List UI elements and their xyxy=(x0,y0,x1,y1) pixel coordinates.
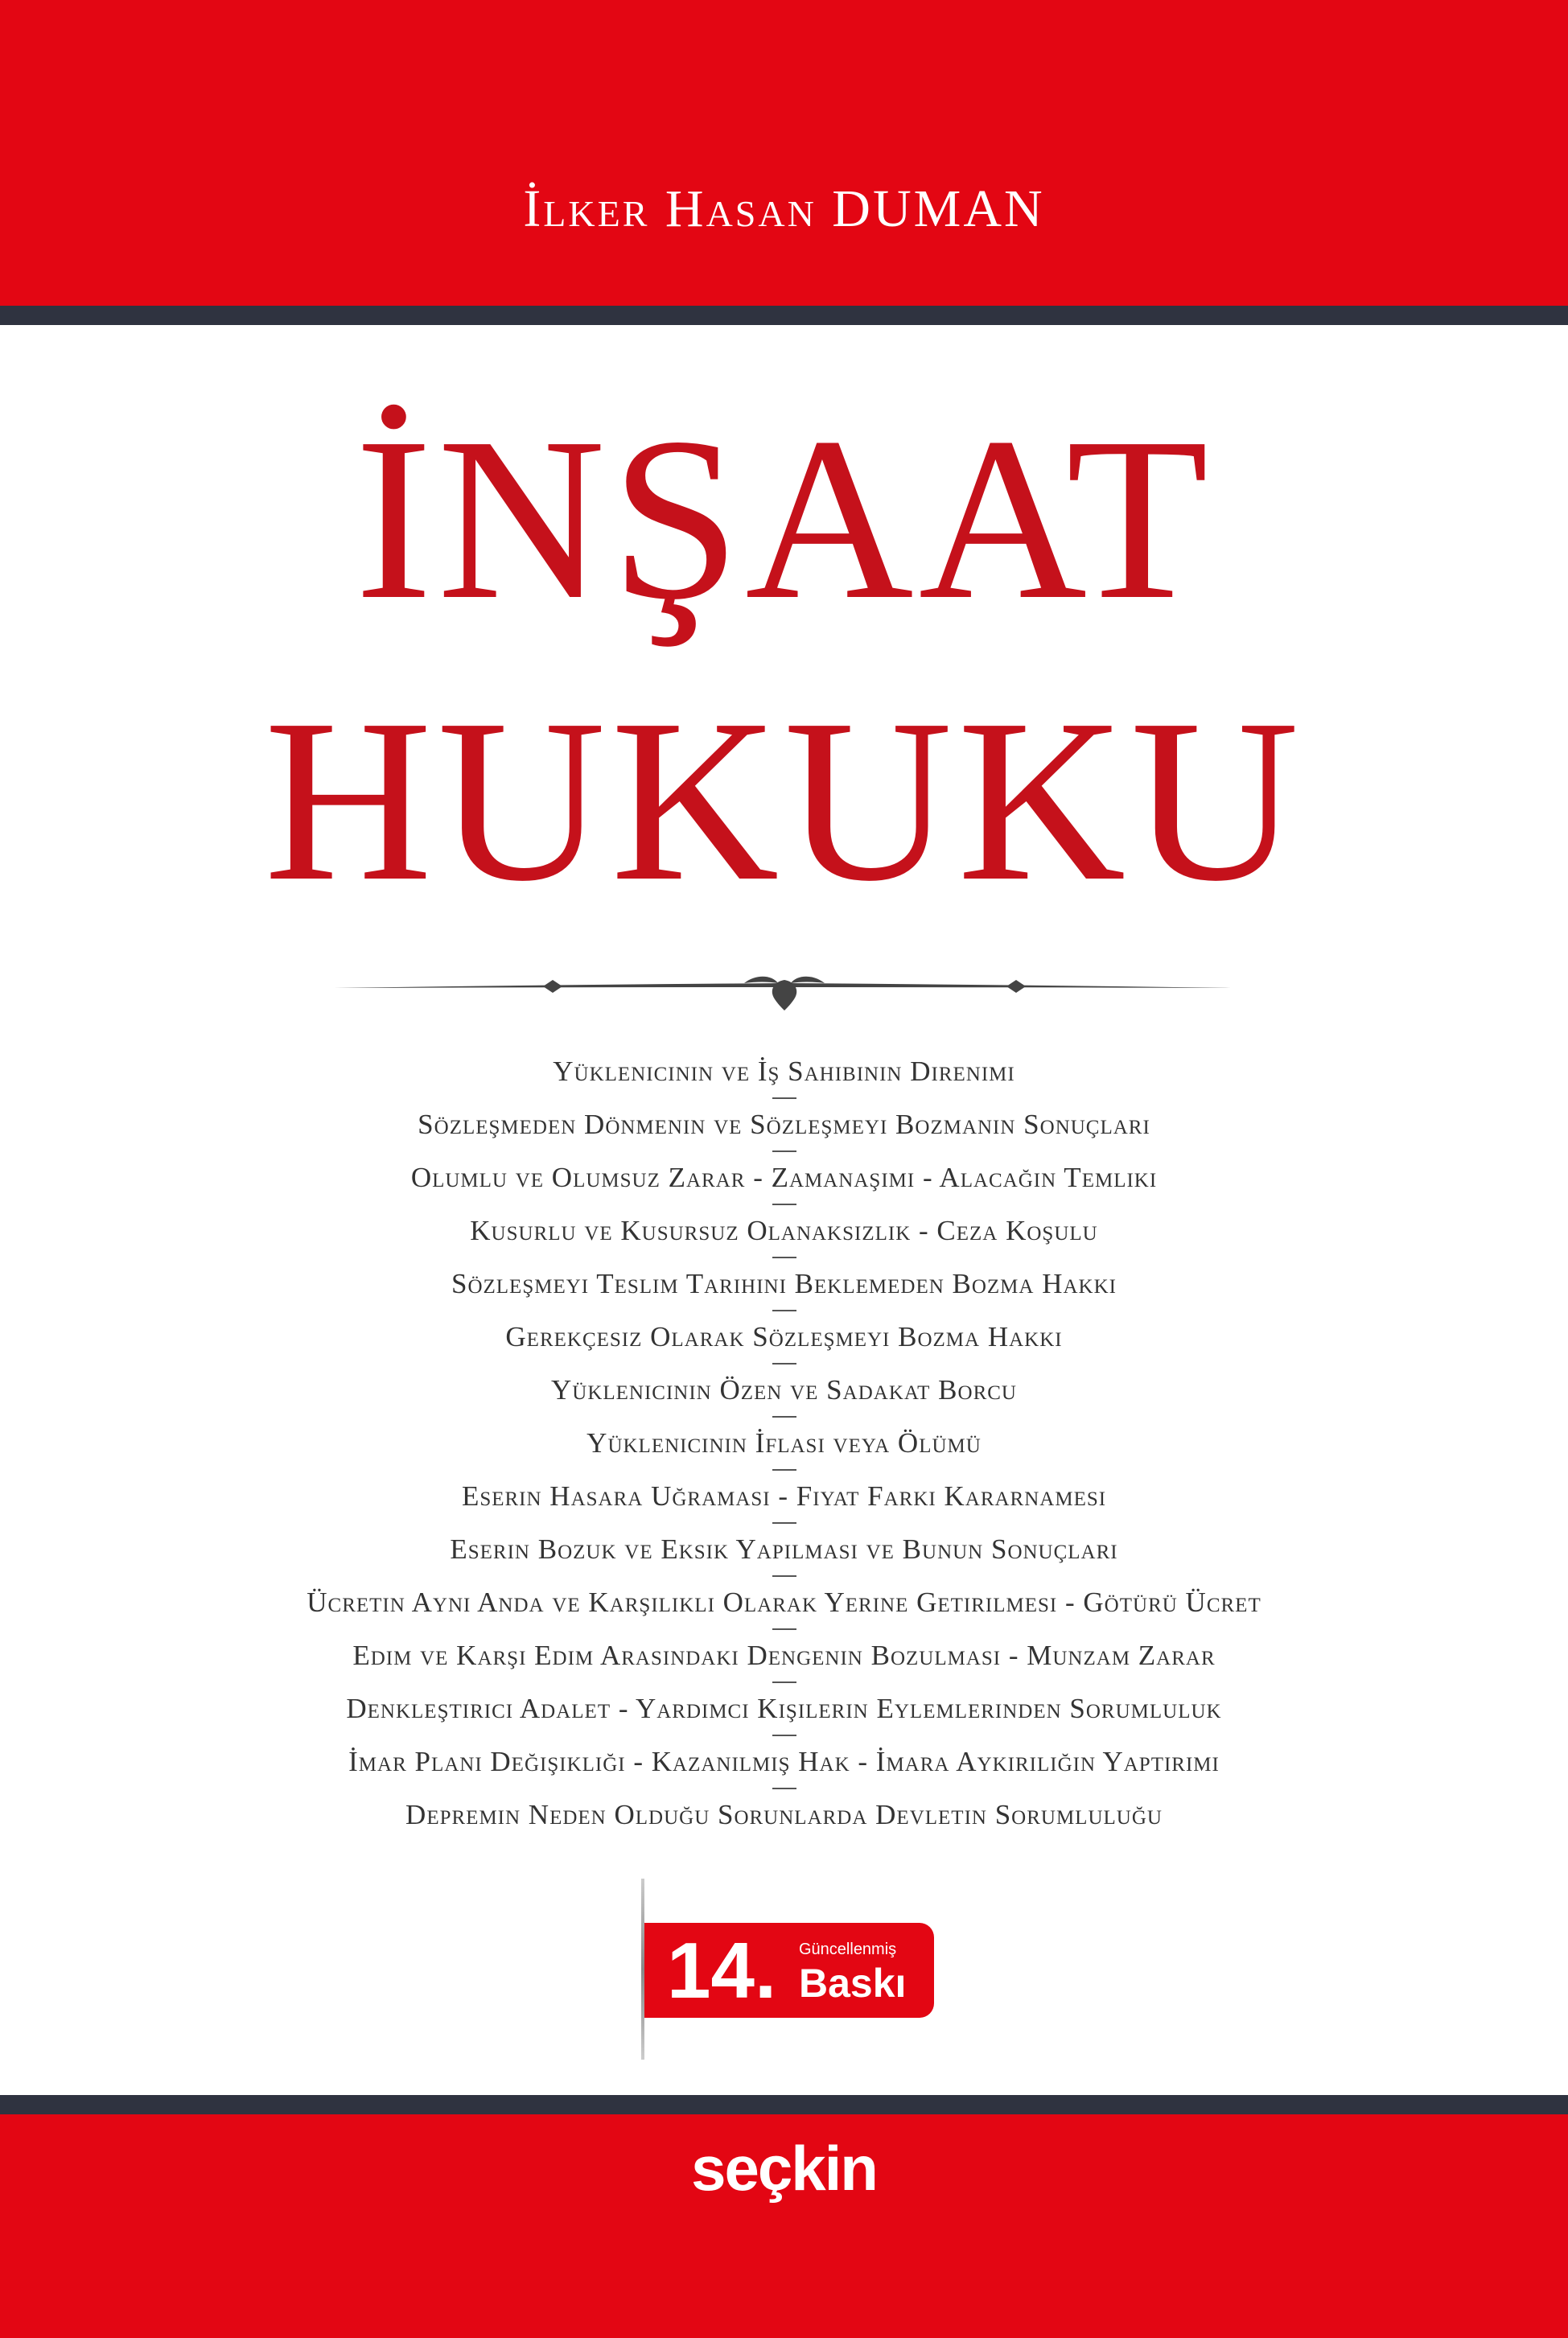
topic-separator xyxy=(772,1363,796,1365)
bottom-dark-strip xyxy=(0,2095,1568,2114)
topic-separator xyxy=(772,1150,796,1152)
topic-separator xyxy=(772,1788,796,1789)
topic-separator xyxy=(772,1257,796,1258)
topic-separator xyxy=(772,1097,796,1099)
topic-item: Yüklenicinin İflası veya Ölümü xyxy=(586,1427,982,1459)
topic-item: Gerekçesiz Olarak Sözleşmeyi Bozma Hakkı xyxy=(505,1321,1063,1352)
top-dark-strip xyxy=(0,306,1568,325)
topic-separator xyxy=(772,1522,796,1524)
top-red-band xyxy=(0,0,1568,306)
edition-word: Baskı xyxy=(799,1961,907,2006)
book-title-line-1: İNŞAAT xyxy=(354,389,1214,648)
topic-separator xyxy=(772,1469,796,1471)
topic-item: Eserin Bozuk ve Eksik Yapılması ve Bunun Sonuçları xyxy=(450,1533,1118,1565)
topic-item: Yüklenicinin ve İş Sahibinin Direnimi xyxy=(553,1056,1015,1087)
topic-item: Olumlu ve Olumsuz Zarar - Zamanaşımı - Alacağın Temliki xyxy=(410,1162,1158,1193)
topic-separator xyxy=(772,1681,796,1683)
ornament-left-diamond xyxy=(543,980,562,993)
author-name: İlker Hasan DUMAN xyxy=(523,179,1045,238)
topic-separator xyxy=(772,1416,796,1418)
topic-separator xyxy=(772,1575,796,1577)
topic-separator xyxy=(772,1310,796,1311)
topic-item: Sözleşmeden Dönmenin ve Sözleşmeyi Bozmanın Sonuçları xyxy=(418,1109,1150,1140)
topic-item: Ücretin Aynı Anda ve Karşılıklı Olarak Yerine Getirilmesi - Götürü Ücret xyxy=(307,1587,1261,1618)
topic-item: Denkleştirici Adalet - Yardımcı Kişilerin Eylemlerinden Sorumluluk xyxy=(346,1693,1222,1724)
topic-separator xyxy=(772,1735,796,1736)
publisher-logo: seçkin xyxy=(691,2133,877,2204)
topic-item: Yüklenicinin Özen ve Sadakat Borcu xyxy=(551,1374,1017,1406)
topic-item: Depremin Neden Olduğu Sorunlarda Devletin Sorumluluğu xyxy=(405,1799,1163,1830)
topic-item: Edim ve Karşı Edim Arasındaki Dengenin Bozulması - Munzam Zarar xyxy=(352,1640,1216,1671)
edition-qualifier: Güncellenmiş xyxy=(799,1941,897,1958)
edition-number: 14. xyxy=(667,1926,777,2015)
topic-item: Eserin Hasara Uğraması - Fiyat Farkı Kararnamesi xyxy=(461,1480,1107,1512)
topic-item: Kusurlu ve Kusursuz Olanaksızlık - Ceza Koşulu xyxy=(470,1215,1098,1246)
topic-separator xyxy=(772,1628,796,1630)
topic-item: İmar Planı Değişikliği - Kazanılmış Hak - İmara Aykırılığın Yaptırımı xyxy=(348,1746,1220,1777)
ornament-divider xyxy=(334,965,1235,1014)
book-title-line-2: HUKUKU xyxy=(264,671,1304,929)
topics-list xyxy=(0,1054,1568,1833)
topic-separator xyxy=(772,1204,796,1205)
edition-badge xyxy=(644,1923,934,2018)
ornament-right-diamond xyxy=(1006,980,1026,993)
topic-item: Sözleşmeyi Teslim Tarihini Beklemeden Bozma Hakkı xyxy=(451,1268,1117,1299)
